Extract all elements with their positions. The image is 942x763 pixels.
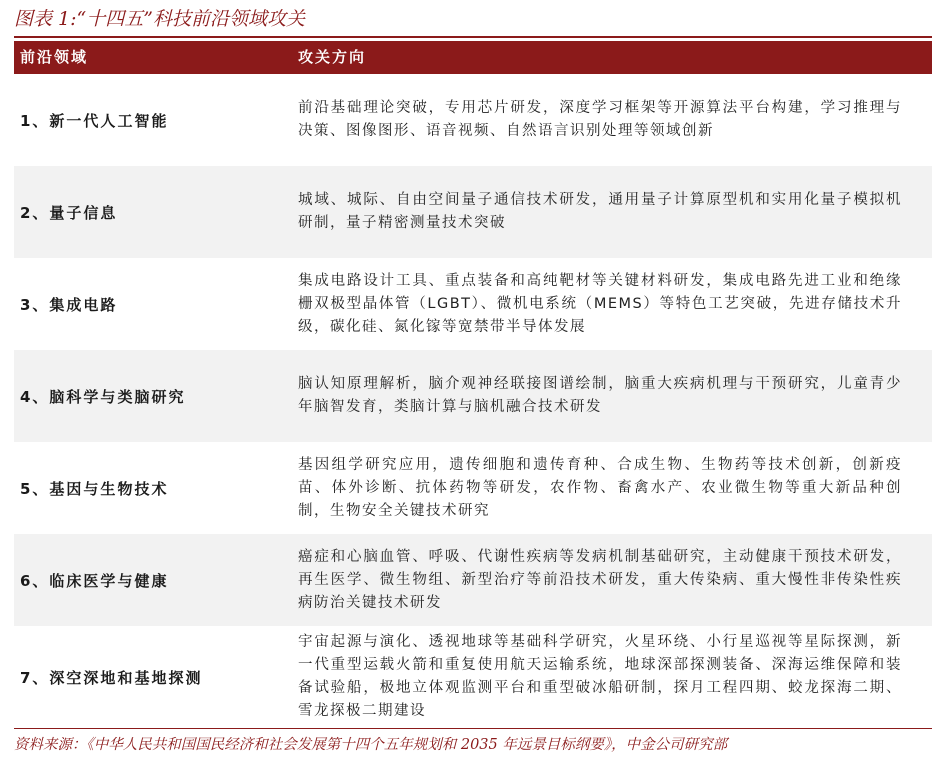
- source-note: 资料来源：《中华人民共和国国民经济和社会发展第十四个五年规划和 2035 年远景目标纲要》，中金公司研究部: [14, 737, 728, 753]
- header-research-direction: 攻关方向: [298, 48, 367, 66]
- table-row: [14, 442, 932, 534]
- row-direction-text: 癌症和心脑血管、呼吸、代谢性疾病等发病机制基础研究，主动健康干预技术研发，再生医学、微生物组、新型治疗等前沿技术研发，重大传染病、重大慢性非传染性疾病防治关键技术研发: [298, 548, 902, 611]
- figure-title: 图表 1:“十四五”科技前沿领域攻关: [14, 8, 305, 30]
- row-direction-text: 前沿基础理论突破，专用芯片研发，深度学习框架等开源算法平台构建，学习推理与决策、图像图形、语音视频、自然语言识别处理等领域创新: [298, 100, 902, 139]
- header-frontier-field: 前沿领域: [20, 48, 89, 66]
- row-field-name: 7、深空深地和基地探测: [20, 668, 203, 687]
- footer-divider: [14, 728, 932, 729]
- table-row: [14, 258, 932, 350]
- table-row: [14, 166, 932, 258]
- table-row: [14, 626, 932, 728]
- table-row: [14, 534, 932, 626]
- row-direction-text: 宇宙起源与演化、透视地球等基础科学研究，火星环绕、小行星巡视等星际探测，新一代重型运载火箭和重复使用航天运输系统，地球深部探测装备、深海运维保障和装备试验船，极地立体观监测平台和重型破冰船研制，探月工程四期、蛟龙探海二期、雪龙探极二期建设: [298, 634, 902, 719]
- title-divider: [14, 36, 932, 38]
- row-direction-text: 集成电路设计工具、重点装备和高纯靶材等关键材料研发，集成电路先进工业和绝缘栅双极型晶体管（LGBT）、微机电系统（MEMS）等特色工艺突破，先进存储技术升级，碳化硅、氮化镓等宽禁带半导体发展: [298, 272, 902, 335]
- row-field-name: 3、集成电路: [20, 295, 118, 314]
- row-direction-text: 基因组学研究应用，遗传细胞和遗传育种、合成生物、生物药等技术创新，创新疫苗、体外诊断、抗体药物等研发，农作物、畜禽水产、农业微生物等重大新品种创制，生物安全关键技术研究: [298, 456, 902, 519]
- table-header: [14, 41, 932, 74]
- table-row: [14, 350, 932, 442]
- row-field-name: 5、基因与生物技术: [20, 479, 169, 498]
- row-direction-text: 脑认知原理解析，脑介观神经联接图谱绘制，脑重大疾病机理与干预研究，儿童青少年脑智发育，类脑计算与脑机融合技术研发: [298, 376, 902, 415]
- row-field-name: 4、脑科学与类脑研究: [20, 387, 186, 406]
- table-body: [14, 74, 932, 728]
- table-row: [14, 74, 932, 166]
- row-field-name: 6、临床医学与健康: [20, 571, 169, 590]
- row-field-name: 2、量子信息: [20, 203, 118, 222]
- row-direction-text: 城域、城际、自由空间量子通信技术研发，通用量子计算原型机和实用化量子模拟机研制，量子精密测量技术突破: [298, 192, 902, 231]
- row-field-name: 1、新一代人工智能: [20, 111, 169, 130]
